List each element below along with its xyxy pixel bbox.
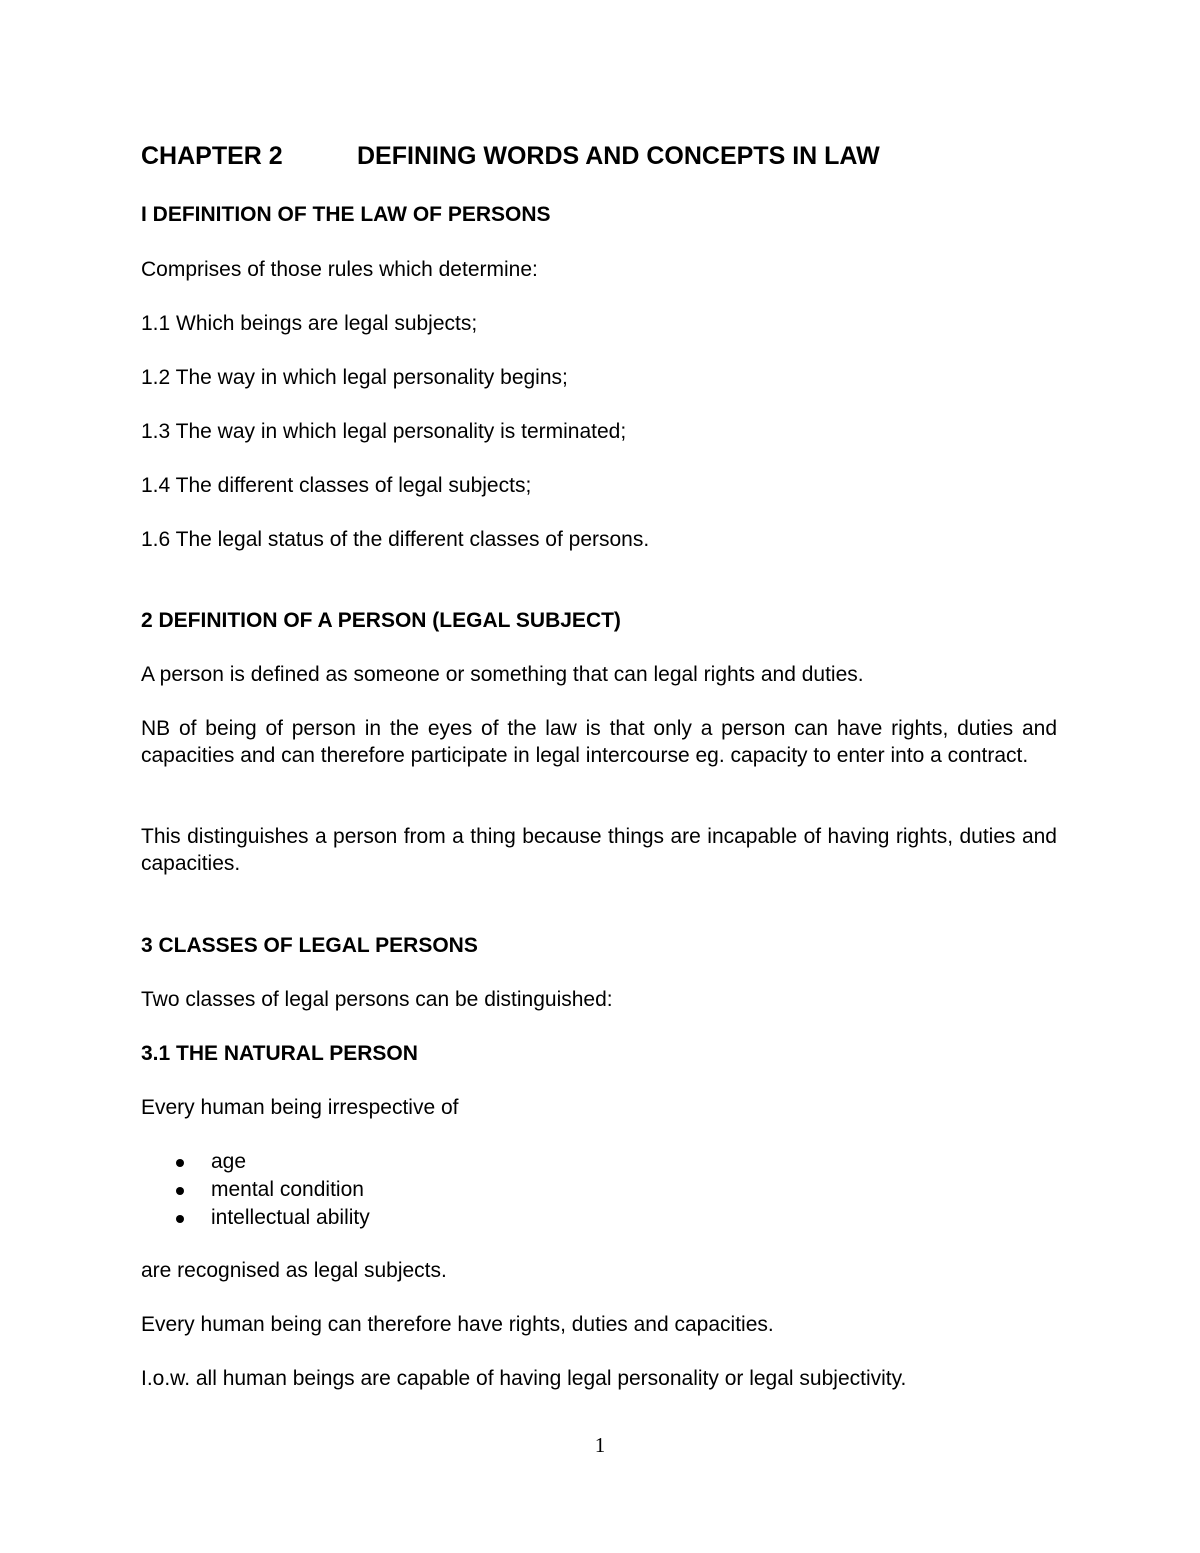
natural-person-subheading: 3.1 THE NATURAL PERSON [141,1042,418,1065]
section-1-heading: I DEFINITION OF THE LAW OF PERSONS [141,203,551,226]
iow-paragraph: I.o.w. all human beings are capable of having legal personality or legal subjectivity. [141,1367,907,1390]
list-item: 1.4 The different classes of legal subjects; [141,474,532,497]
irrespective-lead: Every human being irrespective of [141,1096,459,1119]
rights-paragraph: Every human being can therefore have rights, duties and capacities. [141,1313,774,1336]
section-3-heading: 3 CLASSES OF LEGAL PERSONS [141,934,478,957]
nb-paragraph: NB of being of person in the eyes of the law is that only a person can have rights, duties and capacities and can therefore participate in legal intercourse eg. capacity to enter into a contract. [141,717,1057,767]
list-item: 1.1 Which beings are legal subjects; [141,312,478,335]
list-item: 1.2 The way in which legal personality begins; [141,366,568,389]
section-1-intro: Comprises of those rules which determine: [141,258,538,281]
criteria-bullet-list [141,1148,370,1232]
bullet-text: age [211,1150,247,1173]
section-3-intro: Two classes of legal persons can be distinguished: [141,988,613,1011]
bullet-icon [176,1159,184,1167]
bullet-text: intellectual ability [211,1206,370,1229]
bullet-item [141,1148,370,1176]
bullet-item [141,1204,370,1232]
bullet-item [141,1176,370,1204]
bullet-icon [176,1187,184,1195]
bullet-icon [176,1215,184,1223]
chapter-title: DEFINING WORDS AND CONCEPTS IN LAW [357,142,880,170]
list-item: 1.3 The way in which legal personality is terminated; [141,420,627,443]
chapter-heading [141,141,880,171]
chapter-number: CHAPTER 2 [141,142,283,170]
distinction-paragraph: This distinguishes a person from a thing because things are incapable of having rights, duties and capacities. [141,825,1057,875]
section-2-heading: 2 DEFINITION OF A PERSON (LEGAL SUBJECT) [141,609,621,632]
list-item: 1.6 The legal status of the different classes of persons. [141,528,650,551]
person-definition-paragraph: A person is defined as someone or something that can legal rights and duties. [141,663,864,686]
recognised-paragraph: are recognised as legal subjects. [141,1259,447,1282]
bullet-text: mental condition [211,1178,364,1201]
page-number: 1 [594,1433,606,1457]
